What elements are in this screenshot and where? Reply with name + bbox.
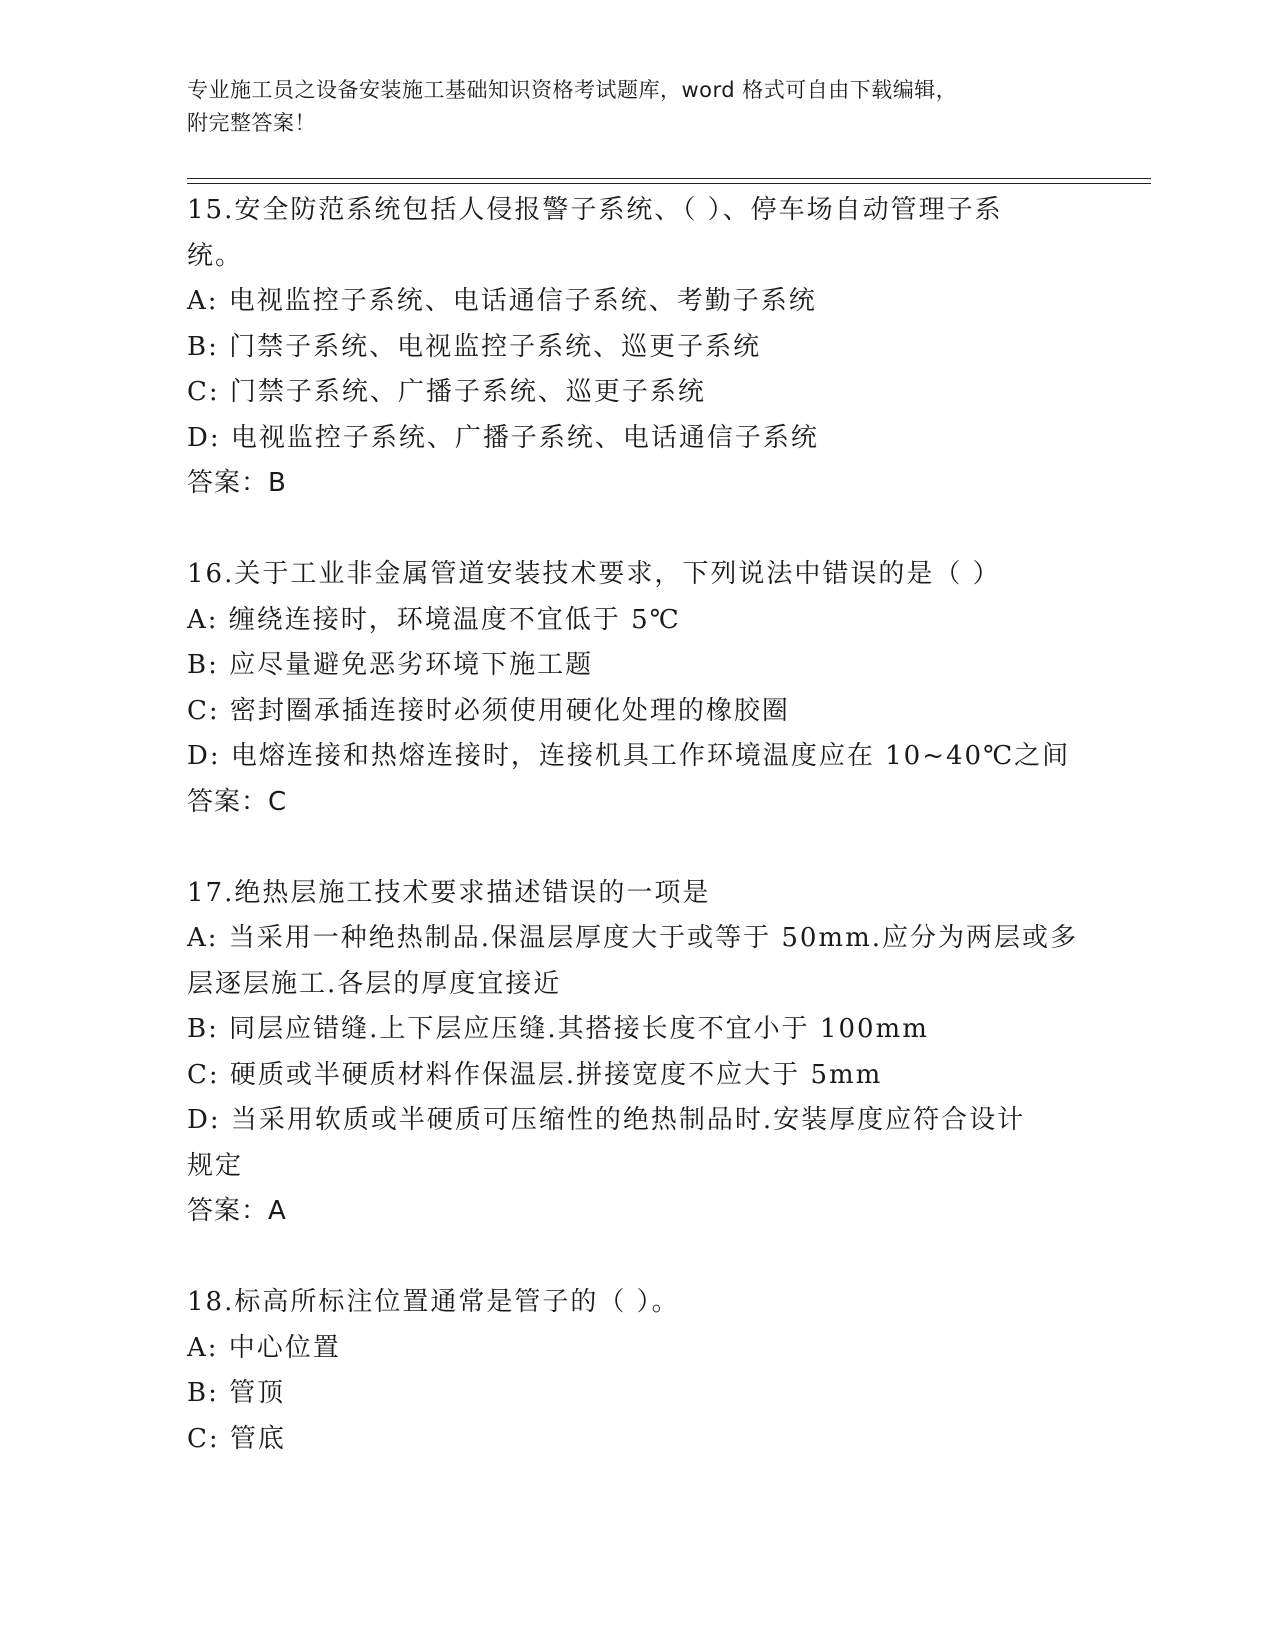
question-stem-cont: 统。 [187,240,244,271]
option-b: B: 管顶 [187,1378,286,1408]
option-a: A: 缠绕连接时，环境温度不宜低于 5℃ [187,604,681,635]
option-a: A: 电视监控子系统、电话通信子系统、考勤子系统 [187,286,817,316]
spacer [187,1235,1087,1281]
option-b: B: 应尽量避免恶劣环境下施工题 [187,650,594,680]
answer-line: 答案：B [187,468,287,498]
header-line-2: 附完整答案！ [187,111,316,135]
header-line-1: 专业施工员之设备安装施工基础知识资格考试题库，word 格式可自由下载编辑， [187,78,958,102]
option-a: A: 中心位置 [187,1332,341,1363]
answer-line: 答案：A [187,1196,287,1226]
question-stem: 17.绝热层施工技术要求描述错误的一项是 [187,877,711,908]
question-stem: 18.标高所标注位置通常是管子的（ ）。 [187,1287,680,1317]
question-16 [187,552,1087,825]
option-c: C: 门禁子系统、广播子系统、巡更子系统 [187,377,706,407]
option-b: B: 同层应错缝.上下层应压缝.其搭接长度不宜小于 100mm [187,1014,929,1044]
header-divider-top [187,178,1151,179]
spacer [187,507,1087,553]
question-17 [187,871,1087,1235]
option-c: C: 管底 [187,1423,286,1454]
question-18 [187,1280,1087,1462]
option-d: D: 电熔连接和热熔连接时，连接机具工作环境温度应在 10~40℃之间 [187,741,1071,771]
option-d-cont: 规定 [187,1150,244,1181]
header-divider-bottom [187,183,1151,184]
answer-line: 答案：C [187,786,288,817]
spacer [187,825,1087,871]
option-a: A: 当采用一种绝热制品.保温层厚度大于或等于 50mm.应分为两层或多 [187,923,1078,953]
option-b: B: 门禁子系统、电视监控子系统、巡更子系统 [187,331,762,362]
question-stem: 15.安全防范系统包括人侵报警子系统、（ ）、停车场自动管理子系 [187,195,1003,225]
option-a-cont: 层逐层施工.各层的厚度宜接近 [187,968,562,999]
question-stem: 16.关于工业非金属管道安装技术要求，下列说法中错误的是（ ） [187,559,1001,589]
option-c: C: 密封圈承插连接时必须使用硬化处理的橡胶圈 [187,695,790,726]
question-list [187,188,1087,1462]
question-15 [187,188,1087,507]
option-c: C: 硬质或半硬质材料作保温层.拼接宽度不应大于 5mm [187,1059,883,1090]
option-d: D: 电视监控子系统、广播子系统、电话通信子系统 [187,422,819,453]
option-d: D: 当采用软质或半硬质可压缩性的绝热制品时.安装厚度应符合设计 [187,1105,1026,1135]
document-header [187,74,1067,140]
